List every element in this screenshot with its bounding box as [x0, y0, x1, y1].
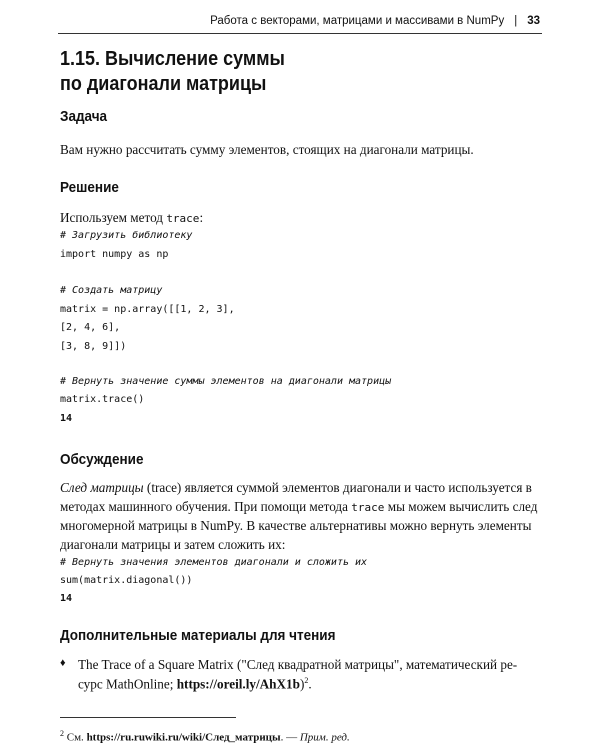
code-line: matrix.trace(): [60, 394, 145, 405]
solution-heading: Решение: [60, 179, 119, 196]
code-line: [2, 4, 6],: [60, 322, 121, 333]
reading-line: [78, 676, 312, 692]
running-header: [210, 15, 540, 27]
intro-code: trace: [166, 212, 200, 225]
further-reading-heading: Дополнительные материалы для чтения: [60, 627, 336, 644]
intro-text: Используем метод: [60, 210, 167, 225]
code-line: matrix = np.array([[1, 2, 3],: [60, 304, 235, 315]
header-rule: [58, 33, 542, 34]
code-line: # Вернуть значение суммы элементов на диагонали матрицы: [60, 376, 392, 387]
code-output: 14: [60, 413, 73, 424]
discussion-heading: Обсуждение: [60, 451, 144, 468]
term-italic: След матрицы: [60, 480, 144, 495]
intro-suffix: :: [199, 210, 204, 225]
text: .: [308, 676, 312, 692]
text: методах машинного обучения. При помощи метода: [60, 499, 352, 514]
bullet-icon: ♦: [60, 657, 66, 669]
code-line: [3, 8, 9]]): [60, 341, 127, 352]
inline-code: trace: [351, 501, 385, 514]
text: сурс MathOnline;: [78, 676, 177, 692]
code-output: 14: [60, 593, 73, 604]
discussion-line: многомерной матрицы в NumPy. В качестве альтернативы можно вернуть элементы: [60, 518, 532, 533]
task-text: Вам нужно рассчитать сумму элементов, стоящих на диагонали матрицы.: [60, 142, 474, 157]
text: (trace) является суммой элементов диагонали и часто используется в: [143, 480, 532, 495]
page-number: 33: [527, 15, 540, 27]
discussion-line: [60, 480, 532, 496]
reading-line: The Trace of a Square Matrix ("След квадратной матрицы", математический ре-: [78, 657, 518, 672]
solution-intro: [60, 210, 203, 226]
discussion-line: диагонали матрицы и затем сложить их:: [60, 537, 286, 552]
footnote-number: 2: [60, 729, 64, 738]
header-separator: |: [514, 15, 518, 27]
editor-note: Прим. ред.: [299, 731, 350, 744]
text: . —: [280, 731, 300, 744]
code-line: # Создать матрицу: [60, 285, 163, 296]
footnote-rule: [60, 717, 236, 718]
code-line: import numpy as np: [60, 249, 169, 260]
text: мы можем вычислить след: [384, 499, 538, 514]
footnote-link[interactable]: https://ru.ruwiki.ru/wiki/След_матрицы: [86, 731, 281, 744]
code-line: # Вернуть значения элементов диагонали и сложить их: [60, 557, 368, 568]
code-line: sum(matrix.diagonal()): [60, 575, 193, 586]
section-title-line2: по диагонали матрицы: [60, 73, 267, 95]
footnote: [60, 729, 350, 744]
section-title-line1: 1.15. Вычисление суммы: [60, 48, 285, 70]
code-line: # Загрузить библиотеку: [60, 230, 193, 241]
footnote-ref[interactable]: 2: [304, 676, 309, 685]
running-title: Работа с векторами, матрицами и массивами в NumPy: [210, 15, 505, 27]
discussion-line: [60, 499, 537, 515]
text: См.: [66, 731, 87, 744]
reading-link[interactable]: https://oreil.ly/AhX1b: [176, 676, 300, 692]
text: ): [299, 676, 305, 692]
task-heading: Задача: [60, 108, 108, 125]
